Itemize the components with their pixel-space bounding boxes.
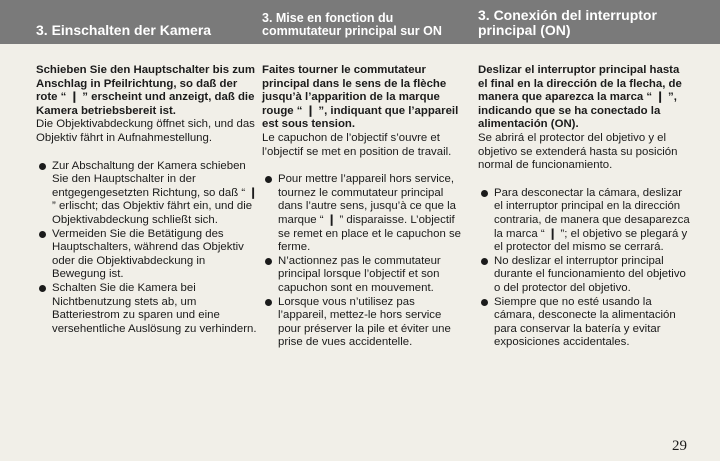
section-heading-spanish: 3. Conexión del interruptor principal (ON) [478,7,657,38]
list-item: N’actionnez pas le commutateur principal lorsque l’objectif et son capuchon sont en mouvement. [262,255,466,296]
french-bullet-list [262,173,466,350]
spanish-intro-text: Se abrirá el protector del objetivo y el objetivo se extenderá hasta su posición normal de funcionamiento. [478,131,678,172]
bullet-icon [481,299,488,306]
list-item: Schalten Sie die Kamera bei Nichtbenutzung stets ab, um Batteriestrom zu sparen und eine versehentliche Auslösung zu verhindern. [36,282,258,336]
list-item: Vermeiden Sie die Betätigung des Hauptschalters, während das Objektiv oder die Objektivabdeckung in Bewegung ist. [36,228,258,282]
bullet-icon [39,231,46,238]
bullet-icon [39,285,46,292]
french-column [262,64,466,350]
list-item: Lorsque vous n’utilisez pas l’appareil, mettez-le hors service pour préserver la pile et éviter une prise de vues accidentelle. [262,296,466,350]
spanish-column [478,64,690,350]
german-column [36,64,258,336]
french-intro-bold: Faites tourner le commutateur principal dans le sens de la flèche jusqu’à l’apparition de la marque rouge “ ❙ ”, indiquant que l’appareil est sous tension. [262,64,459,131]
bullet-icon [265,176,272,183]
bullet-icon [265,299,272,306]
list-item: Pour mettre l’appareil hors service, tournez le commutateur principal dans l’autre sens, jusqu’à ce que la marque “ ❙ ” disparaisse. L’objectif se remet en place et le capuchon se ferme. [262,173,466,255]
spanish-bullet-list [478,187,690,350]
german-intro-text: Die Objektivabdeckung öffnet sich, und das Objektiv fährt in Aufnahmestellung. [36,118,255,144]
list-item: No deslizar el interruptor principal durante el funcionamiento del objetivo o del protector del objetivo. [478,255,690,296]
german-intro-bold: Schieben Sie den Hauptschalter bis zum Anschlag in Pfeilrichtung, so daß der rote “ ❙ ” erscheint und anzeigt, daß die Kamera betriebsbereit ist. [36,64,256,117]
spanish-intro-bold: Deslizar el interruptor principal hasta el final en la dirección de la flecha, de manera que aparezca la marca “ ❙ ”, indicando que se ha conectado la alimentación (ON). [478,64,682,131]
bullet-icon [481,258,488,265]
page-number: 29 [672,438,687,454]
section-heading-german: 3. Einschalten der Kamera [36,22,212,38]
section-heading-french: 3. Mise en fonction du commutateur principal sur ON [262,11,442,38]
french-intro-text: Le capuchon de l’objectif s’ouvre et l’objectif se met en position de travail. [262,131,452,158]
bullet-icon [39,163,46,170]
list-item: Zur Abschaltung der Kamera schieben Sie den Hauptschalter in der entgegengesetzten Richtung, so daß “ ❙ ” erlischt; das Objektiv fährt ein, und die Objektivabdeckung schließt sich. [36,160,258,228]
list-item: Para desconectar la cámara, deslizar el interruptor principal en la dirección contraria, de manera que desaparezca la marca “ ❙ ”; el objetivo se plegará y el protector del mismo se cerrará. [478,187,690,255]
german-bullet-list [36,160,258,337]
bullet-icon [265,258,272,265]
bullet-icon [481,190,488,197]
list-item: Siempre que no esté usando la cámara, desconecte la alimentación para conservar la batería y evitar exposiciones accidentales. [478,296,690,350]
